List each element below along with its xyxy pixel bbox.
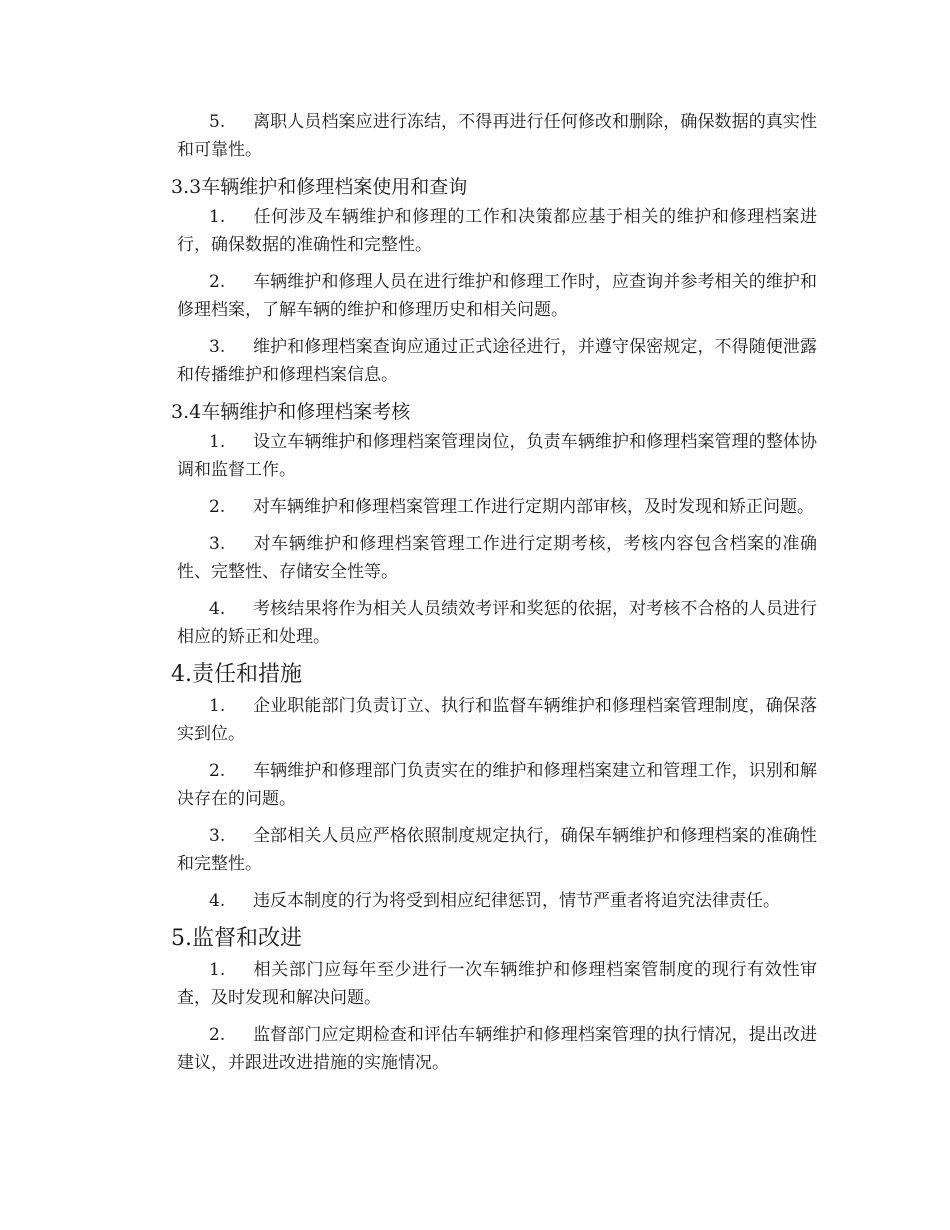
section-subheading: 3.3车辆维护和修理档案使用和查询 [171,176,468,198]
list-item-number: 2. [209,761,226,781]
list-item-text: 对车辆维护和修理档案管理工作进行定期考核，考核内容包含档案的准确性、完整性、存储安全性等。 [177,534,817,582]
list-item-number: 2. [209,1025,226,1045]
list-item-number: 2. [209,497,226,517]
list-item [177,108,817,164]
list-item-number: 3. [209,337,226,357]
list-item [177,822,817,878]
list-item-text: 离职人员档案应进行冻结，不得再进行任何修改和删除，确保数据的真实性和可靠性。 [177,112,817,160]
list-item-text: 监督部门应定期检查和评估车辆维护和修理档案管理的执行情况，提出改进建议，并跟进改进措施的实施情况。 [177,1025,817,1073]
list-item-text: 企业职能部门负责订立、执行和监督车辆维护和修理档案管理制度，确保落实到位。 [177,696,817,744]
list-item [177,956,817,1012]
list-item-text: 考核结果将作为相关人员绩效考评和奖惩的依据，对考核不合格的人员进行相应的矫正和处理。 [177,599,817,647]
list-item-text: 全部相关人员应严格依照制度规定执行，确保车辆维护和修理档案的准确性和完整性。 [177,826,817,874]
list-item [177,595,817,651]
list-item-number: 2. [209,272,226,292]
list-item-number: 3. [209,534,226,554]
section-heading: 5.监督和改进 [171,926,302,951]
list-item-number: 4. [209,599,226,619]
list-item [177,530,817,586]
section-subheading: 3.4车辆维护和修理档案考核 [171,401,411,423]
list-item-text: 车辆维护和修理部门负责实在的维护和修理档案建立和管理工作，识别和解决存在的问题。 [177,761,817,809]
list-item [177,268,817,324]
list-item-number: 1. [209,432,226,452]
section-heading: 4.责任和措施 [171,662,302,687]
list-item [177,692,817,748]
list-item [177,1021,817,1077]
list-item-text: 违反本制度的行为将受到相应纪律惩罚，情节严重者将追究法律责任。 [253,891,780,911]
list-item-number: 5. [209,112,226,132]
list-item-number: 3. [209,826,226,846]
list-item [177,428,817,484]
list-item-number: 1. [209,960,226,980]
list-item-number: 4. [209,891,226,911]
list-item [177,887,817,915]
list-item-number: 1. [209,696,226,716]
list-item [177,493,817,521]
list-item-number: 1. [209,207,226,227]
list-item [177,757,817,813]
document-body [171,108,817,1086]
list-item-text: 车辆维护和修理人员在进行维护和修理工作时，应查询并参考相关的维护和修理档案，了解车辆的维护和修理历史和相关问题。 [177,272,817,320]
list-item-text: 维护和修理档案查询应通过正式途径进行，并遵守保密规定，不得随便泄露和传播维护和修理档案信息。 [177,337,817,385]
list-item-text: 设立车辆维护和修理档案管理岗位，负责车辆维护和修理档案管理的整体协调和监督工作。 [177,432,817,480]
list-item-text: 对车辆维护和修理档案管理工作进行定期内部审核，及时发现和矫正问题。 [253,497,814,517]
list-item-text: 相关部门应每年至少进行一次车辆维护和修理档案管制度的现行有效性审查，及时发现和解决问题。 [177,960,817,1008]
list-item [177,333,817,389]
list-item [177,203,817,259]
list-item-text: 任何涉及车辆维护和修理的工作和决策都应基于相关的维护和修理档案进行，确保数据的准确性和完整性。 [177,207,817,255]
